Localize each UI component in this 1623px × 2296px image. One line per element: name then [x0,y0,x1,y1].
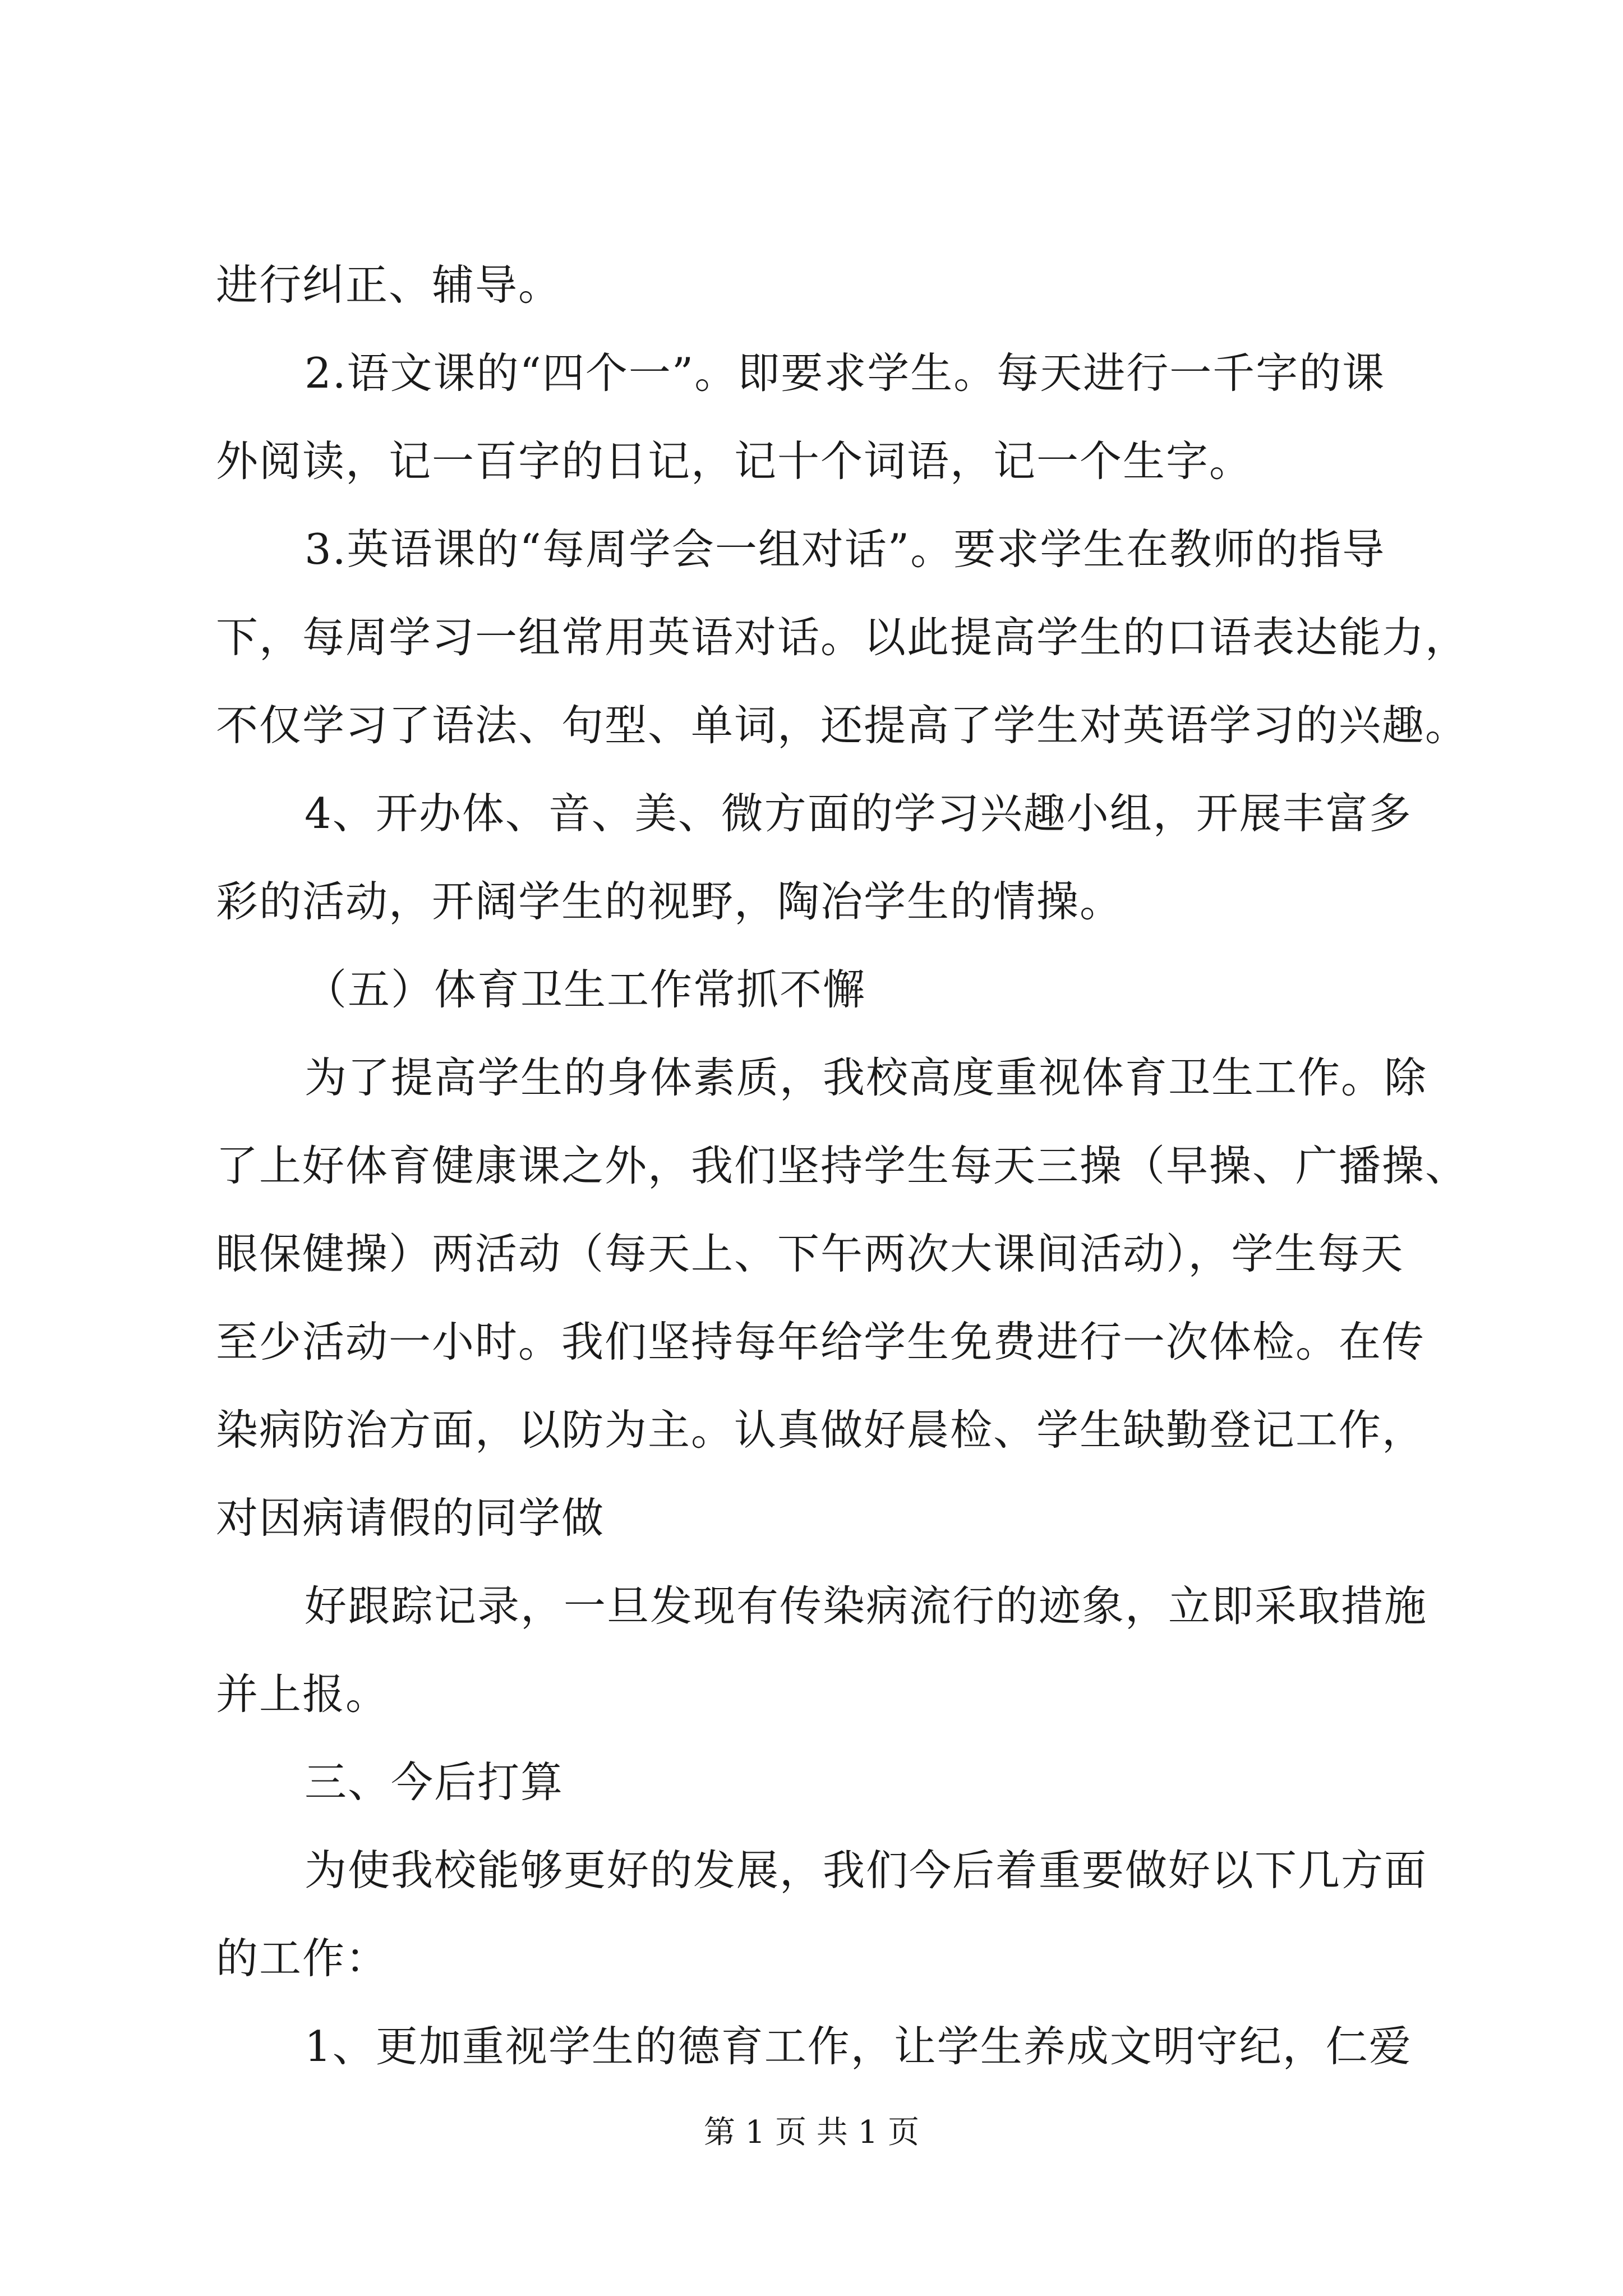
text-line: 1、更加重视学生的德育工作，让学生养成文明守纪，仁爱 [305,2022,1412,2071]
text-line: 不仅学习了语法、句型、单词，还提高了学生对英语学习的兴趣。 [216,701,1469,750]
text-line: 2.语文课的“四个一”。即要求学生。每天进行一千字的课 [305,348,1386,398]
text-line: 了上好体育健康课之外，我们坚持学生每天三操（早操、广播操、 [216,1141,1469,1190]
text-line: 4、开办体、音、美、微方面的学习兴趣小组，开展丰富多 [305,789,1412,838]
text-line: 并上报。 [216,1669,389,1719]
text-line: 的工作： [216,1934,389,1983]
text-line: 为使我校能够更好的发展，我们今后着重要做好以下几方面 [305,1846,1428,1895]
text-line: 3.英语课的“每周学会一组对话”。要求学生在教师的指导 [305,524,1386,574]
text-line: 染病防治方面，以防为主。认真做好晨检、学生缺勤登记工作， [216,1405,1426,1455]
section-heading: （五）体育卫生工作常抓不懈 [305,965,866,1014]
section-heading: 三、今后打算 [305,1757,564,1807]
page-footer: 第 1 页 共 1 页 [703,2114,920,2151]
text-line: 进行纠正、辅导。 [216,260,562,310]
text-line: 至少活动一小时。我们坚持每年给学生免费进行一次体检。在传 [216,1317,1426,1366]
text-line: 眼保健操）两活动（每天上、下午两次大课间活动），学生每天 [216,1229,1404,1278]
text-line: 对因病请假的同学做 [216,1493,605,1543]
text-line: 彩的活动，开阔学生的视野，陶冶学生的情操。 [216,877,1123,926]
text-line: 下，每周学习一组常用英语对话。以此提高学生的口语表达能力， [216,613,1469,662]
text-line: 外阅读，记一百字的日记，记十个词语，记一个生字。 [216,436,1253,486]
text-line: 好跟踪记录，一旦发现有传染病流行的迹象，立即采取措施 [305,1581,1428,1631]
text-line: 为了提高学生的身体素质，我校高度重视体育卫生工作。除 [305,1053,1428,1102]
